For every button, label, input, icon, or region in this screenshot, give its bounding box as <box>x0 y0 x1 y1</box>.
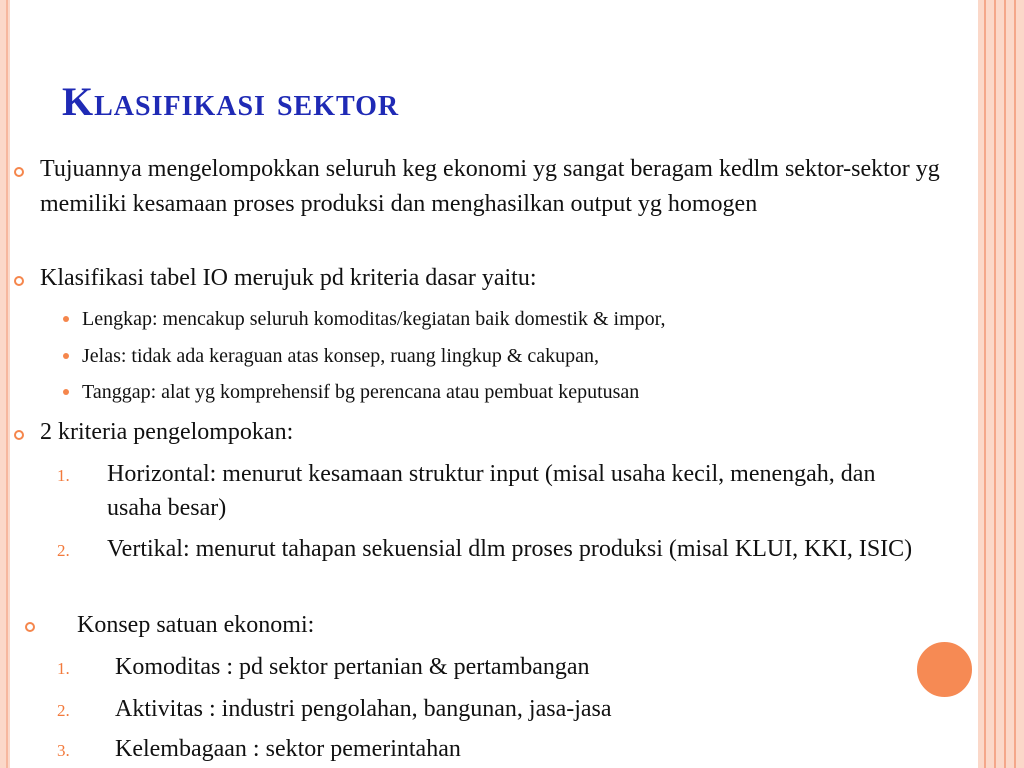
decorative-circle <box>914 639 975 700</box>
bullet-item: Tujuannya mengelompokkan seluruh keg ekonomi yg sangat beragam kedlm sektor-sektor yg memiliki kesamaan proses produksi dan menghasilkan output yg homogen <box>40 156 940 217</box>
right-frame-stripe <box>1004 0 1006 768</box>
list-number: 1. <box>57 466 70 485</box>
sub-bullet-item: Lengkap: mencakup seluruh komoditas/kegiatan baik domestik & impor, <box>82 308 666 330</box>
right-frame-stripe <box>984 0 986 768</box>
numbered-item: Horizontal: menurut kesamaan struktur input (misal usaha kecil, menengah, dan usaha besar) <box>107 461 876 521</box>
bullet-item: Konsep satuan ekonomi: <box>77 612 315 638</box>
numbered-item: Aktivitas : industri pengolahan, bangunan, jasa-jasa <box>115 696 612 722</box>
ring-bullet-icon <box>14 167 24 177</box>
numbered-item: Vertikal: menurut tahapan sekuensial dlm proses produksi (misal KLUI, KKI, ISIC) <box>107 536 913 562</box>
right-frame-border <box>978 0 1024 768</box>
ring-bullet-icon <box>25 622 35 632</box>
dot-bullet-icon <box>63 316 69 322</box>
numbered-item: Kelembagaan : sektor pemerintahan <box>115 736 461 762</box>
ring-bullet-icon <box>14 276 24 286</box>
list-number: 1. <box>57 659 70 678</box>
dot-bullet-icon <box>63 353 69 359</box>
left-frame-border <box>0 0 10 768</box>
dot-bullet-icon <box>63 389 69 395</box>
list-number: 2. <box>57 541 70 560</box>
bullet-item: Klasifikasi tabel IO merujuk pd kriteria dasar yaitu: <box>40 265 537 291</box>
sub-bullet-item: Jelas: tidak ada keraguan atas konsep, ruang lingkup & cakupan, <box>82 345 600 367</box>
numbered-item: Komoditas : pd sektor pertanian & pertambangan <box>115 654 590 680</box>
list-number: 2. <box>57 701 70 720</box>
list-number: 3. <box>57 741 70 760</box>
left-frame-line <box>6 0 8 768</box>
right-frame-stripe <box>1014 0 1016 768</box>
sub-bullet-item: Tanggap: alat yg komprehensif bg perencana atau pembuat keputusan <box>82 381 640 403</box>
ring-bullet-icon <box>14 430 24 440</box>
right-frame-stripe <box>994 0 996 768</box>
bullet-item: 2 kriteria pengelompokan: <box>40 419 294 445</box>
slide-title: Klasifikasi sektor <box>62 79 400 124</box>
